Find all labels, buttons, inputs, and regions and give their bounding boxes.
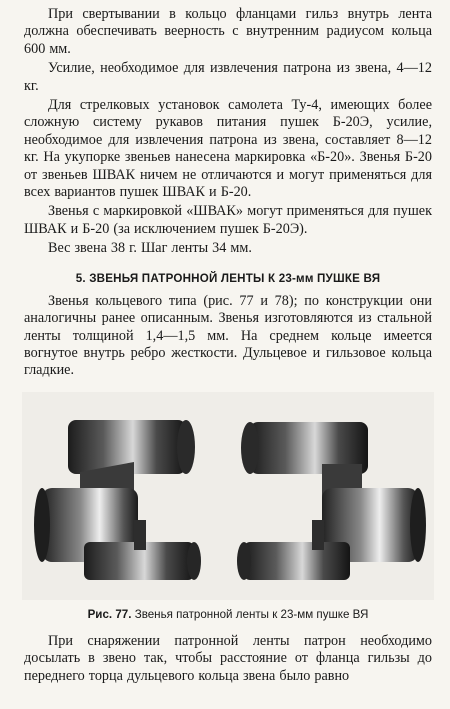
paragraph-extraction-force: Усилие, необходимое для извлечения патрона из звена, 4—12 кг. [24,60,432,94]
figure-caption [24,608,432,621]
belt-links-photo [22,392,434,600]
section-heading: 5. ЗВЕНЬЯ ПАТРОННОЙ ЛЕНТЫ К 23-мм ПУШКЕ ВЯ [75,271,381,285]
figure-link-photo [22,392,434,600]
paragraph-ring-radius: При свертывании в кольцо фланцами гильз внутрь лента должна обеспечивать веерность с внутренним радиусом кольца 600 мм. [24,6,432,57]
figure-caption-text: Звенья патронной ленты к 23-мм пушке ВЯ [134,607,369,621]
paragraph-shvak-marking: Звенья с маркировкой «ШВАК» могут применяться для пушек ШВАК и Б-20 (за исключением пушек Б-20Э). [24,203,432,237]
paragraph-weight-pitch: Вес звена 38 г. Шаг ленты 34 мм. [48,240,252,257]
figure-number: Рис. 77. [87,607,132,621]
paragraph-loading-instructions: При снаряжении патронной ленты патрон необходимо досылать в звено так, чтобы расстояние от фланца гильзы до переднего торца дульцевого кольца звена было равно [24,632,432,684]
paragraph-link-description: Звенья кольцевого типа (рис. 77 и 78); по конструкции они аналогичны ранее описанным. Звенья изготовляются из стальной ленты толщиной 1,4—1,5 мм. На среднем кольце имеется вогнутое внутрь ребро жесткости. Дульцевое и гильзовое кольца гладкие. [24,292,432,379]
paragraph-tu4-installations: Для стрелковых установок самолета Ту-4, имеющих более сложную систему рукавов питания пушек Б-20Э, усилие, необходимое для извлечения патрона из звена, составляет 8—12 кг. На укупорке звеньев нанесена маркировка «Б-20». Звенья Б-20 от звеньев ШВАК ничем не отличаются и могут применяться для всех вариантов пушек ШВАК и Б-20. [24,97,432,201]
